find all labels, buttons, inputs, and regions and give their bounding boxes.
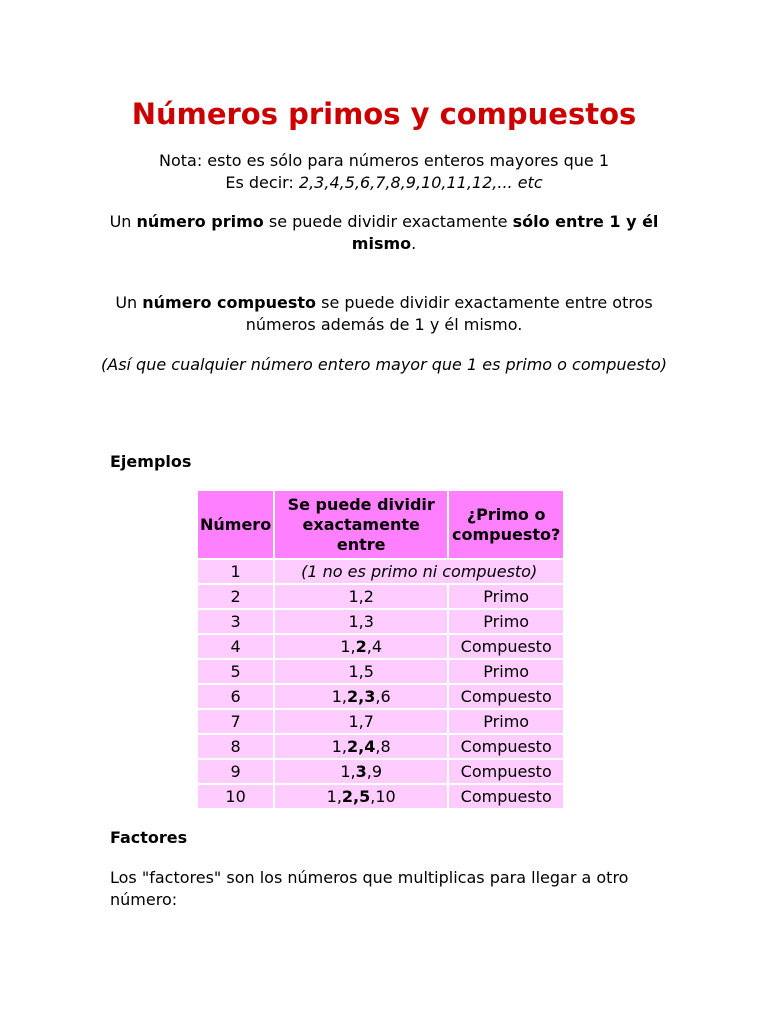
header-number: Número [198,491,273,558]
cell-type: Primo [449,610,563,633]
cell-number: 2 [198,585,273,608]
divisor-text: ,9 [366,762,383,781]
cell-type: Compuesto [449,760,563,783]
divisor-text: 1, [331,737,348,756]
cell-number: 7 [198,710,273,733]
composite-def-text: se puede dividir exactamente entre otros números además de 1 y él mismo. [245,293,653,334]
table-row [198,785,563,808]
prime-def-text: se puede dividir exactamente [263,212,513,231]
divisor-text: 3 [363,612,374,631]
divisor-text: 5 [363,662,374,681]
cell-divisors [275,635,447,658]
divisor-text: ,8 [375,737,391,756]
divisor-text: 1, [340,762,356,781]
note-examples-prefix: Es decir: [225,173,299,192]
table-row [198,635,563,658]
proper-divisors: 2 [355,637,367,656]
cell-divisors [275,710,447,733]
cell-number: 4 [198,635,273,658]
prime-term: número primo [136,212,264,231]
prime-definition [100,211,668,255]
divisor-text: 2 [363,587,374,606]
cell-number: 8 [198,735,273,758]
cell-number: 1 [198,560,273,583]
cell-divisors [275,660,447,683]
divisor-text: ,4 [366,637,383,656]
table-row [198,560,563,583]
page-title: Números primos y compuestos [131,97,637,131]
note-paragraph [0,150,768,194]
cell-divisors [275,610,447,633]
cell-divisors [275,735,447,758]
cell-number: 3 [198,610,273,633]
proper-divisors: 2,5 [341,787,371,806]
factors-heading: Factores [110,828,188,847]
proper-divisors: 2,4 [347,737,376,756]
cell-number: 9 [198,760,273,783]
divisor-text: 7 [363,712,374,731]
examples-table [196,489,565,810]
divisor-text: 1, [340,637,356,656]
cell-type: Primo [449,585,563,608]
table-header-row [198,491,563,558]
cell-divisors [275,785,447,808]
divisor-text: ,10 [370,787,396,806]
cell-number: 6 [198,685,273,708]
note-examples-line [0,172,768,194]
divisor-text: 1, [348,712,364,731]
cell-type: Compuesto [449,735,563,758]
cell-type: Compuesto [449,685,563,708]
table-row [198,760,563,783]
table-row [198,610,563,633]
table-row [198,735,563,758]
prime-condition: sólo entre 1 y él mismo [351,212,659,253]
divisor-text: 1, [326,787,342,806]
composite-def-text: Un [115,293,143,312]
cell-divisors [275,760,447,783]
examples-heading: Ejemplos [110,452,192,471]
header-prime-or-composite: ¿Primo o compuesto? [449,491,563,558]
proper-divisors: 2,3 [347,687,376,706]
cell-number: 5 [198,660,273,683]
cell-divisors [275,685,447,708]
table-row [198,710,563,733]
note-line: Nota: esto es sólo para números enteros mayores que 1 [158,151,609,170]
table-row [198,660,563,683]
cell-number: 10 [198,785,273,808]
table-row [198,685,563,708]
prime-def-text: Un [109,212,137,231]
divisor-text: 1, [331,687,348,706]
header-divisible-by: Se puede dividir exactamente entre [275,491,447,558]
divisor-text: 1, [348,612,364,631]
cell-type: Compuesto [449,635,563,658]
proper-divisors: 3 [355,762,367,781]
aside-note: (Así que cualquier número entero mayor que 1 es primo o compuesto) [101,355,667,374]
note-examples-sequence: 2,3,4,5,6,7,8,9,10,11,12,... etc [298,173,543,192]
factors-paragraph: Los "factores" son los números que multiplicas para llegar a otro número: [110,868,629,909]
cell-type: Primo [449,660,563,683]
composite-definition [100,292,668,336]
cell-type: Primo [449,710,563,733]
composite-term: número compuesto [142,293,317,312]
cell-divisors [275,585,447,608]
prime-def-text: . [411,234,417,253]
cell-note: (1 no es primo ni compuesto) [275,560,563,583]
divisor-text: 1, [348,587,364,606]
cell-type: Compuesto [449,785,563,808]
table-row [198,585,563,608]
divisor-text: ,6 [375,687,391,706]
divisor-text: 1, [348,662,364,681]
